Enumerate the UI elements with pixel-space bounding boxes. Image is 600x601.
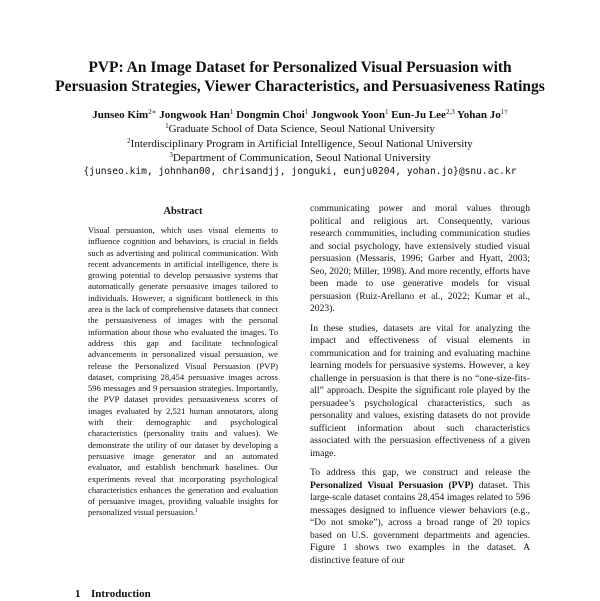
affiliation-text: Graduate School of Data Science, Seoul National University [168,123,435,135]
abstract-heading: Abstract [163,206,203,217]
author-name: Junseo Kim [92,109,149,121]
paragraph-text: To address this gap, we construct and release the [310,467,530,478]
paper-title [40,58,560,96]
abstract-text: Visual persuasion, which uses visual elements to influence cognition and behaviors, is crucial in fields such as advertising and political communication. With recent advancements in artificial intelligence, there is growing potential to develop persuasive systems that automatically generate persuasive images tailored to individuals. However, a significant bottleneck in this area is the lack of comprehensive datasets that connect the persuasiveness of images with the personal information about those who evaluated the images. To address this gap and facilitate technological advancements in personalized visual persuasion, we release the Personalized Visual Persuasion (PVP) dataset, comprising 28,454 persuasive images across 596 messages and 9 persuasion strategies. Importantly, the PVP dataset provides persuasiveness scores of images evaluated by 2,521 human annotators, along with their demographic and psychological characteristics (personality traits and values). We demonstrate the utility of our dataset by developing a persuasive image generator and an automated evaluator, and establish benchmark baselines. Our experiments reveal that incorporating psychological characteristics enhances the generation and evaluation of persuasive images, providing valuable insights for personalized visual persuasion. [88,225,278,518]
section-title: Introduction [91,588,151,600]
paragraph: In these studies, datasets are vital for analyzing the impact and effectiveness of visual elements in communication and for training and evaluating machine learning models for persuasive systems. However, a key challenge in persuasion is that there is no “one-size-fits-all” approach. Despite the significant role played by the persuadee’s psychological characteristics, such as personality and values, existing datasets do not provide sufficient information about such characteristics associated with the persuasion effectiveness of a given image. [310,322,530,459]
affiliation-mark: 1 [165,122,169,130]
author-mark: 2∗ [148,108,157,116]
paragraph-text: dataset. This large-scale dataset contains 28,454 images related to 596 messages designed to influence viewer behaviors (e.g., “Do not smoke”), across a broad range of 20 topics based on U.S. government departments and agencies. Figure 1 shows two examples in the dataset. A distinctive feature of our [310,479,530,566]
author-mark: 1† [500,108,508,116]
author-name: Jongwook Han [159,109,230,121]
section-heading-introduction [75,588,275,601]
author-name: Dongmin Choi [236,109,305,121]
abstract-body [88,225,278,519]
author-mark: 1 [304,108,309,116]
affiliation-text: Interdisciplinary Program in Artificial Intelligence, Seoul National University [130,138,473,150]
title-line-2: Persuasion Strategies, Viewer Characteristics, and Persuasiveness Ratings [55,78,545,95]
author-mark: 1 [384,108,389,116]
author-name: Eun-Ju Lee [391,109,446,121]
author-name: Yohan Jo [457,109,501,121]
footnote-mark: 1 [195,508,199,515]
affiliation [30,122,570,136]
affiliation [30,151,570,165]
affiliation-text: Department of Communication, Seoul National University [172,152,431,164]
right-column-text [310,203,530,574]
title-line-1: PVP: An Image Dataset for Personalized Visual Persuasion with [88,59,512,76]
paragraph: communicating power and moral values through political and religious art. Consequently, various research communities, including communication studies and social psychology, have extensively studied visual persuasion (Messaris, 1996; Garber and Hyatt, 2003; Seo, 2020; Miller, 1998). And more recently, efforts have been made to use generative models for visual persuasion (Ruiz-Arellano et al., 2022; Kumar et al., 2023). [310,203,530,314]
affiliation-mark: 3 [169,151,173,159]
author-list [30,108,570,122]
section-number: 1 [75,588,81,600]
affiliation-mark: 2 [127,137,131,145]
affiliation [30,137,570,151]
paragraph [310,467,530,567]
author-emails: {junseo.kim, johnhan00, chrisandjj, jonguki, eunju0204, yohan.jo}@snu.ac.kr [83,166,517,177]
author-mark: 1 [229,108,234,116]
dataset-name: Personalized Visual Persuasion (PVP) [310,479,474,491]
author-name: Jongwook Yoon [311,109,385,121]
author-mark: 2,3 [445,108,455,116]
